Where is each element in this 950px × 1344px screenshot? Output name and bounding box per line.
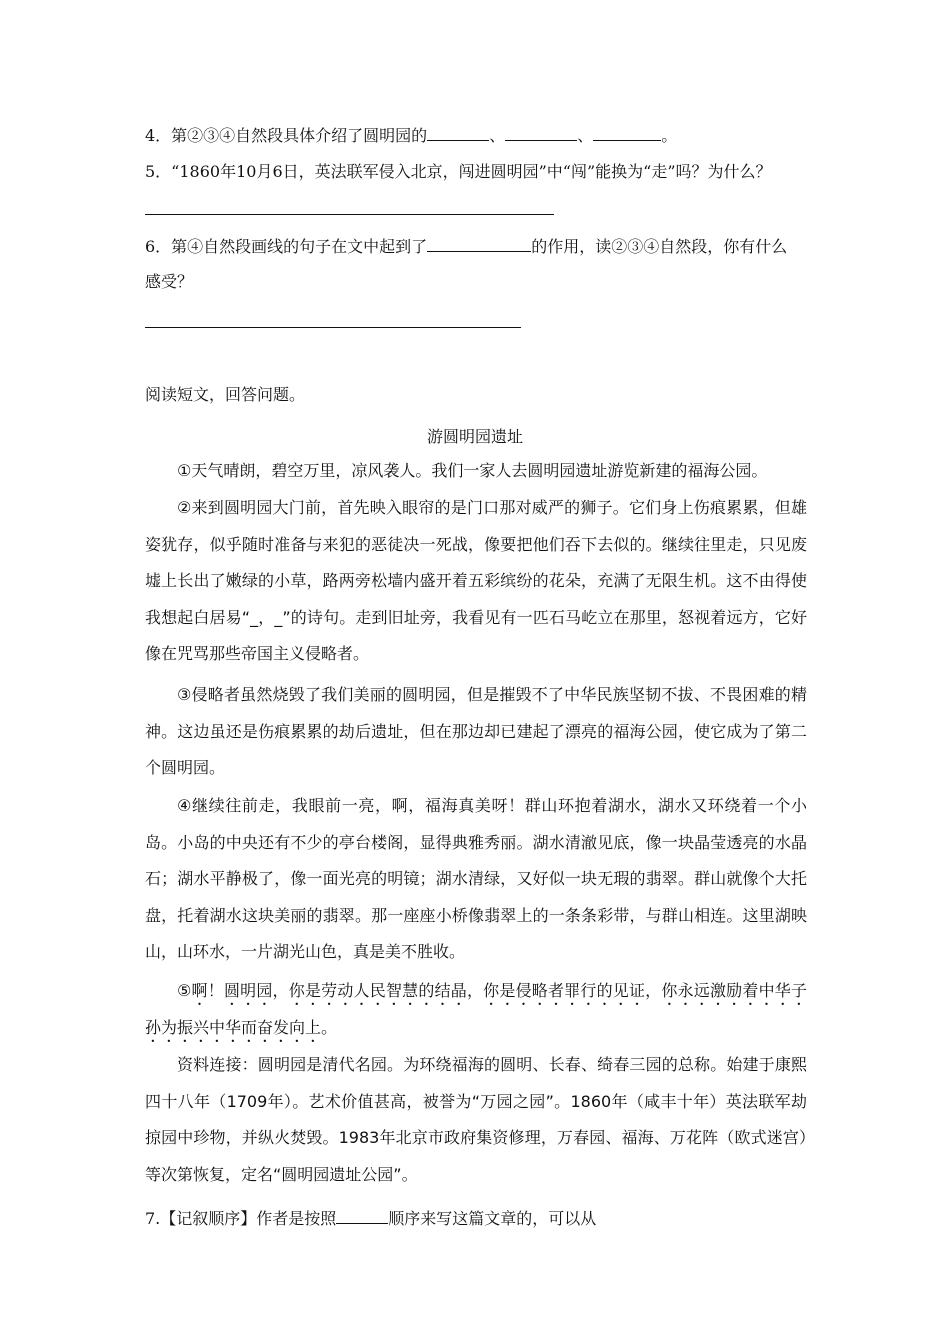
question-6-text-b: 的作用，读②③④自然段，你有什么	[531, 237, 788, 256]
answer-line[interactable]	[145, 327, 521, 328]
paragraph-5	[145, 973, 807, 1046]
separator: 、	[577, 126, 594, 145]
answer-blank[interactable]	[427, 124, 489, 141]
question-7	[145, 1206, 596, 1229]
question-7-text-b: 顺序来写这篇文章的，可以从	[388, 1209, 597, 1228]
question-4-text: 4．第②③④自然段具体介绍了圆明园的	[145, 126, 428, 145]
question-5: 5．“1860年10月6日，英法联军侵入北京，闯进圆明园”中“闯”能换为“走”吗？为什么？	[145, 162, 772, 181]
answer-blank[interactable]	[505, 124, 577, 141]
emphasized-sentence: 啊！圆明园，你是劳动人民智慧的结晶，你是侵略者罪行的见证，你永远激励着中华子孙为振兴中华而奋发向上。	[145, 981, 807, 1037]
paragraph-1: ①天气晴朗，碧空万里，凉风袭人。我们一家人去圆明园遗址游览新建的福海公园。	[177, 461, 768, 480]
question-4	[145, 124, 677, 146]
passage-title: 游圆明园遗址	[426, 427, 523, 446]
question-6-continued: 感受？	[145, 272, 194, 291]
answer-line[interactable]	[145, 214, 554, 215]
reading-instruction: 阅读短文，回答问题。	[145, 385, 306, 404]
paragraph-2: ②来到圆明园大门前，首先映入眼帘的是门口那对威严的狮子。它们身上伤痕累累，但雄姿犹存，似乎随时准备与来犯的恶徒决一死战，像要把他们吞下去似的。继续往里走，只见废墟上长出了嫩绿的小草，路两旁松墙内盛开着五彩缤纷的花朵，充满了无限生机。这不由得使我想起白居易“_，_”的诗句。走到旧址旁，我看见有一匹石马屹立在那里，怒视着远方，它好像在咒骂那些帝国主义侵略者。	[145, 498, 807, 663]
period: 。	[661, 126, 678, 145]
question-7-text-a: 7.【记叙顺序】作者是按照	[145, 1209, 337, 1228]
reference-note: 资料连接：圆明园是清代名园。为环绕福海的圆明、长春、绮春三园的总称。始建于康熙四十八年（1709年）。艺术价值甚高，被誉为“万园之园”。1860年（咸丰十年）英法联军劫掠园中珍物，并纵火焚毁。1983年北京市政府集资修理，万春园、福海、万花阵（欧式迷宫）等次第恢复，定名“圆明园遗址公园”。	[145, 1055, 807, 1184]
question-6	[145, 235, 787, 257]
paragraph-4: ④继续往前走，我眼前一亮，啊，福海真美呀！群山环抱着湖水，湖水又环绕着一个小岛。小岛的中央还有不少的亭台楼阁，显得典雅秀丽。湖水清澈见底，像一块晶莹透亮的水晶石；湖水平静极了，像一面光亮的明镜；湖水清绿，又好似一块无瑕的翡翠。群山就像个大托盘，托着湖水这块美丽的翡翠。那一座座小桥像翡翠上的一条条彩带，与群山相连。这里湖映山，山环水，一片湖光山色，真是美不胜收。	[145, 796, 807, 961]
answer-blank[interactable]	[336, 1207, 388, 1224]
answer-blank[interactable]	[593, 124, 661, 141]
separator: 、	[489, 126, 506, 145]
answer-blank[interactable]	[427, 235, 531, 252]
paragraph-3: ③侵略者虽然烧毁了我们美丽的圆明园，但是摧毁不了中华民族坚韧不拔、不畏困难的精神。这边虽还是伤痕累累的劫后遗址，但在那边却已建起了漂亮的福海公园，使它成为了第二个圆明园。	[145, 685, 807, 777]
paragraph-5-number: ⑤	[177, 981, 192, 1000]
question-6-text-a: 6．第④自然段画线的句子在文中起到了	[145, 237, 428, 256]
